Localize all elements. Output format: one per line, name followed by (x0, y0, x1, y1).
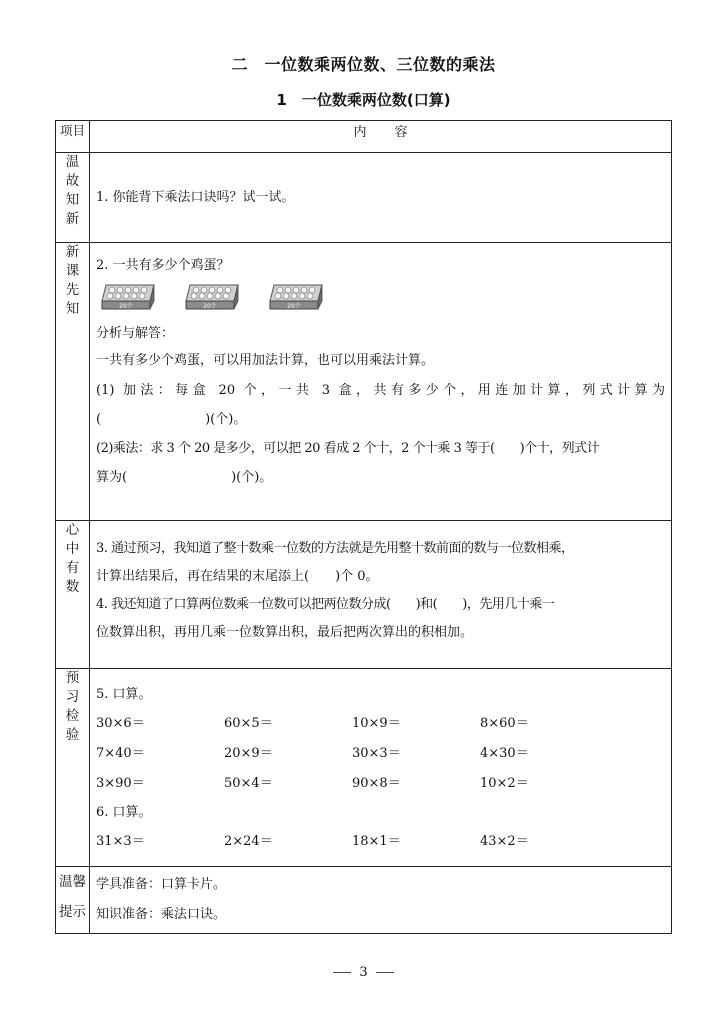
mind-label-char: 数 (65, 579, 80, 595)
tip-tools: 学具准备：口算卡片。 (96, 877, 227, 892)
part-1-addition: (1) 加法：每盒 20 个，一共 3 盒，共有多少个，用连加计算，列式计算为 (96, 383, 665, 398)
review-content (90, 153, 672, 243)
calc-problem: 2×24＝ (224, 834, 273, 849)
page-number-value: 3 (359, 965, 368, 980)
calc-problem: 10×2＝ (480, 776, 529, 791)
calc-problem: 90×8＝ (352, 776, 401, 791)
new-lesson-row (56, 243, 672, 521)
practice-label-char: 预 (65, 670, 80, 686)
chapter-title: 二 一位数乘两位数、三位数的乘法 (231, 55, 496, 74)
calc-problem: 60×5＝ (224, 716, 273, 731)
tips-label (56, 867, 90, 934)
review-label-char: 知 (65, 192, 80, 208)
mind-content (90, 521, 672, 669)
table-header-row (56, 121, 672, 153)
practice-label-char: 检 (65, 708, 80, 724)
practice-content (90, 669, 672, 867)
question-2: 2. 一共有多少个鸡蛋？ (96, 258, 230, 273)
analysis-title: 分析与解答： (96, 326, 175, 341)
mind-label-char: 有 (65, 560, 80, 576)
new-lesson-label-char: 知 (65, 301, 80, 317)
tips-content (90, 867, 672, 934)
calc-problem: 31×3＝ (96, 834, 145, 849)
page-number-dash-right (376, 972, 394, 973)
part-2-answer-blank: 算为( )(个)。 (96, 470, 273, 485)
question-4-line-2: 位数算出积，再用几乘一位数算出积，最后把两次算出的积相加。 (96, 625, 474, 640)
lesson-title: 1 一位数乘两位数(口算) (276, 91, 451, 109)
calc-problem: 30×3＝ (352, 746, 401, 761)
egg-tray-label: 20个 (287, 303, 301, 310)
question-3-line-2: 计算出结果后，再在结果的末尾添上( )个 0。 (96, 569, 379, 584)
egg-tray-image (100, 283, 156, 311)
calc-problem: 50×4＝ (224, 776, 273, 791)
practice-row (56, 669, 672, 867)
calc-problem: 30×6＝ (96, 716, 145, 731)
part-2-multiplication: (2)乘法：求 3 个 20 是多少，可以把 20 看成 2 个十，2 个十乘 3 等于( )个十，列式计 (96, 441, 600, 456)
question-6-problems (96, 827, 665, 857)
new-lesson-label-char: 先 (65, 282, 80, 298)
mind-label (56, 521, 90, 669)
mind-label-char: 中 (65, 541, 80, 557)
practice-label-char: 验 (65, 727, 80, 743)
calc-problem: 8×60＝ (480, 716, 529, 731)
content-header-text: 内容 (353, 125, 436, 140)
question-5-problems (96, 709, 665, 799)
question-6: 6. 口算。 (96, 805, 152, 820)
column-label-header: 项目 (56, 121, 90, 153)
calc-problem: 3×90＝ (96, 776, 145, 791)
calc-problem: 20×9＝ (224, 746, 273, 761)
tips-row (56, 867, 672, 934)
calc-problem: 18×1＝ (352, 834, 401, 849)
tip-knowledge: 知识准备：乘法口诀。 (96, 907, 227, 922)
new-lesson-label-char: 新 (65, 244, 80, 260)
question-5: 5. 口算。 (96, 687, 152, 702)
egg-tray-label: 20个 (203, 303, 217, 310)
calc-problem: 43×2＝ (480, 834, 529, 849)
mind-row (56, 521, 672, 669)
egg-tray-label: 20个 (119, 303, 133, 310)
practice-label-char: 习 (65, 689, 80, 705)
page-number (0, 965, 727, 980)
new-lesson-label (56, 243, 90, 521)
egg-tray-image (268, 283, 324, 311)
review-row (56, 153, 672, 243)
tips-label-line: 提示 (59, 904, 86, 920)
review-label (56, 153, 90, 243)
page-number-dash-left (333, 972, 351, 973)
new-lesson-label-char: 课 (65, 263, 80, 279)
analysis-text: 一共有多少个鸡蛋，可以用加法计算，也可以用乘法计算。 (96, 353, 435, 368)
worksheet-table (55, 120, 672, 934)
calc-problem: 10×9＝ (352, 716, 401, 731)
calc-problem: 7×40＝ (96, 746, 145, 761)
new-lesson-content (90, 243, 672, 521)
question-1: 1. 你能背下乘法口诀吗？试一试。 (96, 189, 295, 205)
question-3-line-1: 3. 通过预习，我知道了整十数乘一位数的方法就是先用整十数前面的数与一位数相乘， (96, 541, 574, 556)
review-label-char: 故 (65, 173, 80, 189)
mind-label-char: 心 (65, 522, 80, 538)
part-1-answer-blank: ( )(个)。 (96, 412, 247, 427)
review-label-char: 温 (65, 154, 80, 170)
egg-trays (100, 283, 665, 311)
practice-label (56, 669, 90, 867)
egg-tray-image (184, 283, 240, 311)
tips-label-line: 温馨 (59, 874, 86, 890)
column-content-header (90, 121, 672, 153)
question-4-line-1: 4. 我还知道了口算两位数乘一位数可以把两位数分成( )和( )，先用几十乘一 (96, 597, 555, 612)
calc-problem: 4×30＝ (480, 746, 529, 761)
review-label-char: 新 (65, 211, 80, 227)
